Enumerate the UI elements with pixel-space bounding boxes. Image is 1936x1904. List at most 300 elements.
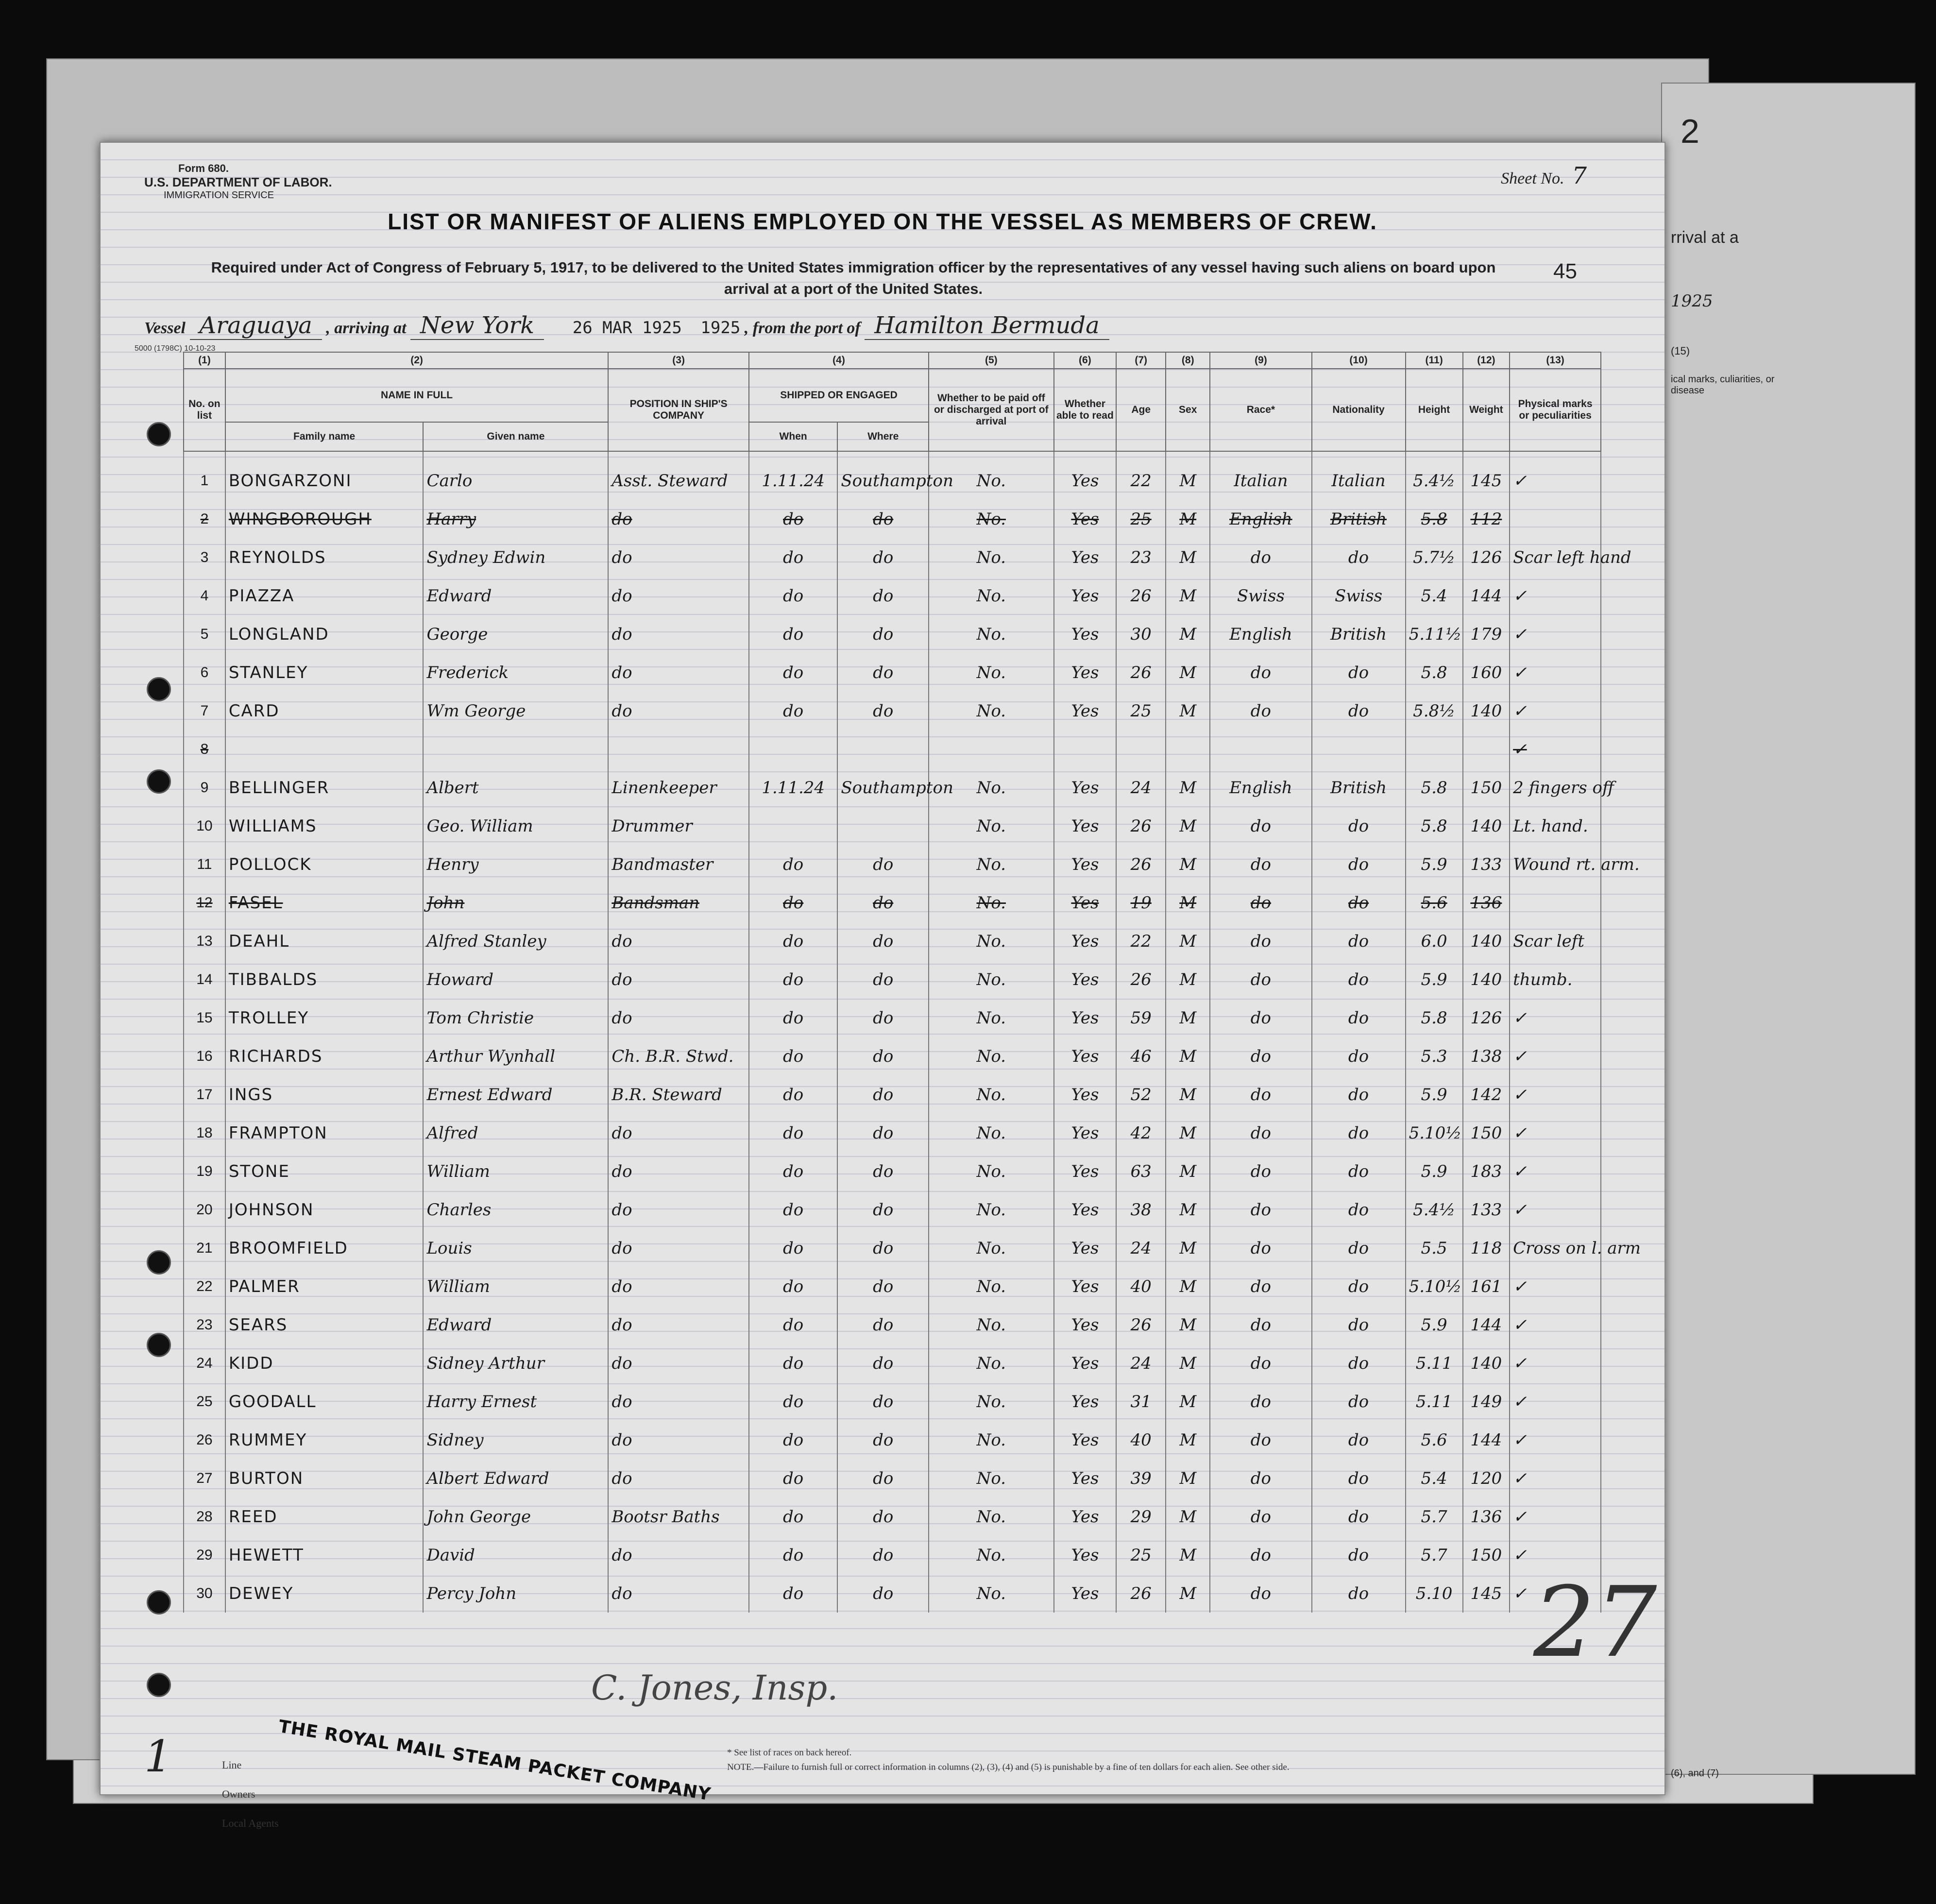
race-cell: do xyxy=(1210,1267,1311,1306)
background-marks-fragment: ical marks, culiarities, or disease xyxy=(1671,374,1775,396)
row-number-cell: 30 xyxy=(184,1574,225,1613)
table-row xyxy=(184,999,1601,1037)
given-name-cell: Edward xyxy=(423,577,608,615)
sex-cell: M xyxy=(1166,1114,1210,1152)
given-name-cell: Wm George xyxy=(423,692,608,730)
page-number: 45 xyxy=(1553,259,1577,283)
age-cell: 30 xyxy=(1116,615,1166,653)
background-sheet-digit: 2 xyxy=(1681,112,1699,150)
shipped-where-cell: do xyxy=(837,1190,929,1229)
given-name-cell: Harry Ernest xyxy=(423,1382,608,1421)
able-to-read-cell: Yes xyxy=(1054,807,1117,845)
age-cell: 19 xyxy=(1116,884,1166,922)
from-port: Hamilton Bermuda xyxy=(865,312,1109,340)
weight-cell: 179 xyxy=(1463,615,1510,653)
nationality-cell: do xyxy=(1312,1536,1406,1574)
shipped-where-cell: do xyxy=(837,1075,929,1114)
row-number-cell: 21 xyxy=(184,1229,225,1267)
age-cell: 40 xyxy=(1116,1421,1166,1459)
family-name-cell: INGS xyxy=(225,1075,424,1114)
from-label: , from the port of xyxy=(744,319,861,337)
family-name-cell: STONE xyxy=(225,1152,424,1190)
race-cell: do xyxy=(1210,1421,1311,1459)
family-name-cell: BURTON xyxy=(225,1459,424,1497)
sheet-number-value: 7 xyxy=(1572,162,1587,189)
arriving-port: New York xyxy=(410,312,544,340)
table-row xyxy=(184,1459,1601,1497)
col-header-3: (3) xyxy=(608,352,749,369)
company-stamp: THE ROYAL MAIL STEAM PACKET COMPANY xyxy=(277,1717,713,1805)
able-to-read-cell: Yes xyxy=(1054,1229,1117,1267)
able-to-read-cell: Yes xyxy=(1054,461,1117,500)
able-to-read-cell: Yes xyxy=(1054,1267,1117,1306)
shipped-when-cell: do xyxy=(749,1574,837,1613)
shipped-where-cell: do xyxy=(837,653,929,692)
nationality-cell: do xyxy=(1312,999,1406,1037)
paid-off-cell: No. xyxy=(929,1459,1053,1497)
col-header-11: (11) xyxy=(1406,352,1463,369)
position-cell: do xyxy=(608,615,749,653)
nationality-cell: do xyxy=(1312,922,1406,960)
position-cell xyxy=(608,730,749,768)
position-cell: do xyxy=(608,922,749,960)
spacer-cell xyxy=(1406,451,1463,461)
col-header-4: (4) xyxy=(749,352,929,369)
age-cell: 26 xyxy=(1116,960,1166,999)
header-where: Where xyxy=(837,422,929,451)
age-cell: 40 xyxy=(1116,1267,1166,1306)
physical-marks-cell: ✓ xyxy=(1510,1190,1601,1229)
age-cell: 52 xyxy=(1116,1075,1166,1114)
family-name-cell: RUMMEY xyxy=(225,1421,424,1459)
row-number-cell: 29 xyxy=(184,1536,225,1574)
weight-cell: 144 xyxy=(1463,577,1510,615)
shipped-where-cell: do xyxy=(837,1037,929,1075)
shipped-where-cell: do xyxy=(837,1152,929,1190)
nationality-cell: do xyxy=(1312,538,1406,577)
physical-marks-cell: ✓ xyxy=(1510,1037,1601,1075)
paid-off-cell: No. xyxy=(929,1421,1053,1459)
able-to-read-cell: Yes xyxy=(1054,1382,1117,1421)
owners-label: Owners xyxy=(222,1788,255,1800)
given-name-cell: Albert xyxy=(423,768,608,807)
given-name-cell: Henry xyxy=(423,845,608,884)
sex-cell: M xyxy=(1166,1190,1210,1229)
row-number-cell: 28 xyxy=(184,1497,225,1536)
family-name-cell: PIAZZA xyxy=(225,577,424,615)
age-cell: 31 xyxy=(1116,1382,1166,1421)
table-row xyxy=(184,1382,1601,1421)
shipped-where-cell: do xyxy=(837,1306,929,1344)
age-cell: 24 xyxy=(1116,768,1166,807)
age-cell: 26 xyxy=(1116,1306,1166,1344)
race-cell: Swiss xyxy=(1210,577,1311,615)
paid-off-cell: No. xyxy=(929,1536,1053,1574)
sex-cell: M xyxy=(1166,1536,1210,1574)
shipped-where-cell: do xyxy=(837,538,929,577)
race-cell: do xyxy=(1210,884,1311,922)
sex-cell: M xyxy=(1166,1574,1210,1613)
col-header-13: (13) xyxy=(1510,352,1601,369)
shipped-where-cell: do xyxy=(837,1421,929,1459)
physical-marks-cell: ✓ xyxy=(1510,1152,1601,1190)
table-row xyxy=(184,884,1601,922)
age-cell: 24 xyxy=(1116,1344,1166,1382)
sex-cell: M xyxy=(1166,1497,1210,1536)
given-name-cell: David xyxy=(423,1536,608,1574)
table-row xyxy=(184,730,1601,768)
nationality-cell: Italian xyxy=(1312,461,1406,500)
given-name-cell: George xyxy=(423,615,608,653)
paid-off-cell: No. xyxy=(929,1114,1053,1152)
physical-marks-cell: ✓ xyxy=(1510,1114,1601,1152)
table-row xyxy=(184,1152,1601,1190)
row-number-cell: 3 xyxy=(184,538,225,577)
nationality-cell: do xyxy=(1312,1344,1406,1382)
height-cell: 5.10 xyxy=(1406,1574,1463,1613)
row-number-cell: 2 xyxy=(184,500,225,538)
position-cell: do xyxy=(608,538,749,577)
weight-cell: 145 xyxy=(1463,1574,1510,1613)
row-number-cell: 12 xyxy=(184,884,225,922)
race-cell: do xyxy=(1210,1075,1311,1114)
nationality-cell: do xyxy=(1312,845,1406,884)
able-to-read-cell: Yes xyxy=(1054,538,1117,577)
height-cell: 5.11½ xyxy=(1406,615,1463,653)
family-name-cell: FASEL xyxy=(225,884,424,922)
paid-off-cell: No. xyxy=(929,1037,1053,1075)
height-cell: 5.9 xyxy=(1406,1306,1463,1344)
shipped-when-cell: do xyxy=(749,1536,837,1574)
able-to-read-cell: Yes xyxy=(1054,1574,1117,1613)
position-cell: Drummer xyxy=(608,807,749,845)
weight-cell: 140 xyxy=(1463,692,1510,730)
sex-cell: M xyxy=(1166,1037,1210,1075)
given-name-cell: Alfred xyxy=(423,1114,608,1152)
sex-cell: M xyxy=(1166,538,1210,577)
physical-marks-cell: ✓ xyxy=(1510,1421,1601,1459)
header-family-name: Family name xyxy=(225,422,424,451)
sex-cell: M xyxy=(1166,807,1210,845)
paid-off-cell: No. xyxy=(929,692,1053,730)
physical-marks-cell: Scar left xyxy=(1510,922,1601,960)
position-cell: Asst. Steward xyxy=(608,461,749,500)
race-cell: do xyxy=(1210,1574,1311,1613)
sex-cell: M xyxy=(1166,577,1210,615)
paid-off-cell: No. xyxy=(929,461,1053,500)
physical-marks-cell: Cross on l. arm xyxy=(1510,1229,1601,1267)
table-row xyxy=(184,1075,1601,1114)
shipped-where-cell: do xyxy=(837,960,929,999)
row-number-cell: 27 xyxy=(184,1459,225,1497)
spacer-cell xyxy=(1054,451,1117,461)
race-cell: do xyxy=(1210,999,1311,1037)
position-cell: Linenkeeper xyxy=(608,768,749,807)
height-cell: 5.8 xyxy=(1406,807,1463,845)
race-cell: do xyxy=(1210,1190,1311,1229)
paid-off-cell: No. xyxy=(929,1190,1053,1229)
form-number: Form 680. xyxy=(178,162,229,174)
spacer-cell xyxy=(929,451,1053,461)
shipped-when-cell: do xyxy=(749,577,837,615)
weight-cell: 150 xyxy=(1463,768,1510,807)
race-cell: English xyxy=(1210,768,1311,807)
row-number-cell: 19 xyxy=(184,1152,225,1190)
family-name-cell: REED xyxy=(225,1497,424,1536)
shipped-when-cell: do xyxy=(749,500,837,538)
given-name-cell: Sydney Edwin xyxy=(423,538,608,577)
sex-cell: M xyxy=(1166,884,1210,922)
paid-off-cell: No. xyxy=(929,653,1053,692)
shipped-when-cell: do xyxy=(749,1075,837,1114)
age-cell: 26 xyxy=(1116,1574,1166,1613)
penalty-note: NOTE.—Failure to furnish full or correct information in columns (2), (3), (4) and (5) is punishable by a fine of ten dollars for each alien. See other side. xyxy=(727,1762,1290,1772)
shipped-when-cell: do xyxy=(749,1421,837,1459)
arriving-label: , arriving at xyxy=(326,319,407,337)
form-code: 5000 (1798C) 10-10-23 xyxy=(135,344,216,353)
age-cell: 42 xyxy=(1116,1114,1166,1152)
table-row xyxy=(184,845,1601,884)
physical-marks-cell: Scar left hand xyxy=(1510,538,1601,577)
position-cell: do xyxy=(608,1421,749,1459)
sex-cell: M xyxy=(1166,845,1210,884)
family-name-cell xyxy=(225,730,424,768)
weight-cell: 133 xyxy=(1463,1190,1510,1229)
punch-hole xyxy=(147,1250,171,1275)
height-cell xyxy=(1406,730,1463,768)
page-subtitle: Required under Act of Congress of February 5, 1917, to be delivered to the United States immigration officer by the representatives of any vessel having such aliens on board upon arrival at a port of the United States. xyxy=(211,259,1496,297)
sex-cell: M xyxy=(1166,922,1210,960)
height-cell: 5.4 xyxy=(1406,577,1463,615)
given-name-cell: Alfred Stanley xyxy=(423,922,608,960)
header-weight: Weight xyxy=(1463,369,1510,451)
background-col15: (15) xyxy=(1671,345,1690,357)
able-to-read-cell: Yes xyxy=(1054,1421,1117,1459)
height-cell: 5.9 xyxy=(1406,1152,1463,1190)
page-title: LIST OR MANIFEST OF ALIENS EMPLOYED ON THE VESSEL AS MEMBERS OF CREW. xyxy=(388,209,1377,234)
shipped-where-cell: do xyxy=(837,615,929,653)
shipped-where-cell: do xyxy=(837,845,929,884)
race-cell: do xyxy=(1210,692,1311,730)
paid-off-cell: No. xyxy=(929,1574,1053,1613)
row-number-cell: 10 xyxy=(184,807,225,845)
nationality-cell: do xyxy=(1312,1152,1406,1190)
able-to-read-cell: Yes xyxy=(1054,768,1117,807)
family-name-cell: HEWETT xyxy=(225,1536,424,1574)
family-name-cell: PALMER xyxy=(225,1267,424,1306)
weight-cell: 138 xyxy=(1463,1037,1510,1075)
height-cell: 5.10½ xyxy=(1406,1267,1463,1306)
family-name-cell: REYNOLDS xyxy=(225,538,424,577)
able-to-read-cell: Yes xyxy=(1054,1497,1117,1536)
table-row xyxy=(184,577,1601,615)
table-spacer-row xyxy=(184,451,1601,461)
weight-cell: 144 xyxy=(1463,1421,1510,1459)
physical-marks-cell: ✓ xyxy=(1510,461,1601,500)
nationality-cell: do xyxy=(1312,1267,1406,1306)
paid-off-cell: No. xyxy=(929,500,1053,538)
row-number-cell: 6 xyxy=(184,653,225,692)
physical-marks-cell: ✓ xyxy=(1510,1497,1601,1536)
given-name-cell: William xyxy=(423,1152,608,1190)
row-number-cell: 22 xyxy=(184,1267,225,1306)
spacer-cell xyxy=(1510,451,1601,461)
age-cell xyxy=(1116,730,1166,768)
given-name-cell: Tom Christie xyxy=(423,999,608,1037)
able-to-read-cell: Yes xyxy=(1054,1459,1117,1497)
table-row xyxy=(184,500,1601,538)
punch-hole xyxy=(147,422,171,446)
height-cell: 5.4 xyxy=(1406,1459,1463,1497)
header-paid-off: Whether to be paid off or discharged at port of arrival xyxy=(929,369,1053,451)
shipped-when-cell: do xyxy=(749,1497,837,1536)
race-cell: Italian xyxy=(1210,461,1311,500)
col-header-7: (7) xyxy=(1116,352,1166,369)
given-name-cell: Howard xyxy=(423,960,608,999)
spacer-cell xyxy=(225,451,424,461)
paid-off-cell: No. xyxy=(929,577,1053,615)
weight-cell: 140 xyxy=(1463,960,1510,999)
height-cell: 5.7½ xyxy=(1406,538,1463,577)
sex-cell: M xyxy=(1166,1382,1210,1421)
crew-rows xyxy=(184,451,1641,1613)
physical-marks-cell: ✓ xyxy=(1510,653,1601,692)
height-cell: 5.3 xyxy=(1406,1037,1463,1075)
weight-cell: 140 xyxy=(1463,1344,1510,1382)
given-name-cell: Louis xyxy=(423,1229,608,1267)
col-header-12: (12) xyxy=(1463,352,1510,369)
able-to-read-cell: Yes xyxy=(1054,1536,1117,1574)
sex-cell: M xyxy=(1166,1075,1210,1114)
physical-marks-cell: ✓ xyxy=(1510,692,1601,730)
vessel-line xyxy=(144,312,1650,339)
given-name-cell: Arthur Wynhall xyxy=(423,1037,608,1075)
physical-marks-cell: ✓ xyxy=(1510,577,1601,615)
table-row xyxy=(184,1536,1601,1574)
weight-cell: 118 xyxy=(1463,1229,1510,1267)
able-to-read-cell: Yes xyxy=(1054,960,1117,999)
race-cell xyxy=(1210,730,1311,768)
race-cell: do xyxy=(1210,960,1311,999)
sex-cell: M xyxy=(1166,1152,1210,1190)
paid-off-cell: No. xyxy=(929,768,1053,807)
given-name-cell: Percy John xyxy=(423,1574,608,1613)
sex-cell: M xyxy=(1166,692,1210,730)
position-cell: B.R. Steward xyxy=(608,1075,749,1114)
row-number-cell: 4 xyxy=(184,577,225,615)
family-name-cell: STANLEY xyxy=(225,653,424,692)
shipped-when-cell xyxy=(749,807,837,845)
nationality-cell: do xyxy=(1312,1497,1406,1536)
age-cell: 25 xyxy=(1116,500,1166,538)
header-no-on-list: No. on list xyxy=(184,369,225,451)
background-sheet-right xyxy=(1661,83,1916,1775)
age-cell: 22 xyxy=(1116,922,1166,960)
family-name-cell: DEWEY xyxy=(225,1574,424,1613)
paid-off-cell: No. xyxy=(929,1344,1053,1382)
race-cell: do xyxy=(1210,1536,1311,1574)
shipped-where-cell: Southampton xyxy=(837,461,929,500)
weight-cell: 183 xyxy=(1463,1152,1510,1190)
header-physical-marks: Physical marks or peculiarities xyxy=(1510,369,1601,451)
sex-cell: M xyxy=(1166,615,1210,653)
shipped-where-cell xyxy=(837,807,929,845)
table-row xyxy=(184,1037,1601,1075)
col-header-6: (6) xyxy=(1054,352,1117,369)
able-to-read-cell: Yes xyxy=(1054,615,1117,653)
family-name-cell: SEARS xyxy=(225,1306,424,1344)
nationality-cell xyxy=(1312,730,1406,768)
paid-off-cell xyxy=(929,730,1053,768)
table-row xyxy=(184,538,1601,577)
age-cell: 39 xyxy=(1116,1459,1166,1497)
sex-cell: M xyxy=(1166,653,1210,692)
background-year-fragment: 1925 xyxy=(1671,291,1713,311)
header-race: Race* xyxy=(1210,369,1311,451)
header-height: Height xyxy=(1406,369,1463,451)
background-arrival-fragment: rrival at a xyxy=(1671,228,1739,247)
given-name-cell: Albert Edward xyxy=(423,1459,608,1497)
physical-marks-cell: ✓ xyxy=(1510,1075,1601,1114)
shipped-where-cell: do xyxy=(837,500,929,538)
shipped-where-cell: do xyxy=(837,1267,929,1306)
given-name-cell: John George xyxy=(423,1497,608,1536)
position-cell: do xyxy=(608,1114,749,1152)
shipped-when-cell: do xyxy=(749,1037,837,1075)
paid-off-cell: No. xyxy=(929,1152,1053,1190)
race-cell: do xyxy=(1210,1229,1311,1267)
height-cell: 5.11 xyxy=(1406,1382,1463,1421)
table-row xyxy=(184,1190,1601,1229)
paid-off-cell: No. xyxy=(929,1075,1053,1114)
nationality-cell: do xyxy=(1312,1459,1406,1497)
paid-off-cell: No. xyxy=(929,845,1053,884)
age-cell: 24 xyxy=(1116,1229,1166,1267)
race-cell: do xyxy=(1210,538,1311,577)
sex-cell: M xyxy=(1166,500,1210,538)
height-cell: 5.6 xyxy=(1406,884,1463,922)
race-cell: do xyxy=(1210,1037,1311,1075)
shipped-when-cell: do xyxy=(749,538,837,577)
row-number-cell: 24 xyxy=(184,1344,225,1382)
table-row xyxy=(184,1574,1601,1613)
race-cell: do xyxy=(1210,1152,1311,1190)
spacer-cell xyxy=(1463,451,1510,461)
position-cell: do xyxy=(608,1344,749,1382)
given-name-cell: Edward xyxy=(423,1306,608,1344)
able-to-read-cell: Yes xyxy=(1054,1190,1117,1229)
col-header-9: (9) xyxy=(1210,352,1311,369)
family-name-cell: GOODALL xyxy=(225,1382,424,1421)
shipped-when-cell: do xyxy=(749,1190,837,1229)
header-name-in-full: NAME IN FULL xyxy=(225,369,609,422)
position-cell: Bootsr Baths xyxy=(608,1497,749,1536)
table-row xyxy=(184,1421,1601,1459)
weight-cell: 161 xyxy=(1463,1267,1510,1306)
weight-cell: 126 xyxy=(1463,538,1510,577)
race-cell: do xyxy=(1210,922,1311,960)
height-cell: 6.0 xyxy=(1406,922,1463,960)
shipped-where-cell: do xyxy=(837,577,929,615)
given-name-cell: Ernest Edward xyxy=(423,1075,608,1114)
able-to-read-cell: Yes xyxy=(1054,1114,1117,1152)
weight-cell: 150 xyxy=(1463,1114,1510,1152)
agents-label: Local Agents xyxy=(222,1817,279,1829)
row-number-cell: 14 xyxy=(184,960,225,999)
physical-marks-cell: ✓ xyxy=(1510,615,1601,653)
header-given-name: Given name xyxy=(423,422,608,451)
given-name-cell: John xyxy=(423,884,608,922)
